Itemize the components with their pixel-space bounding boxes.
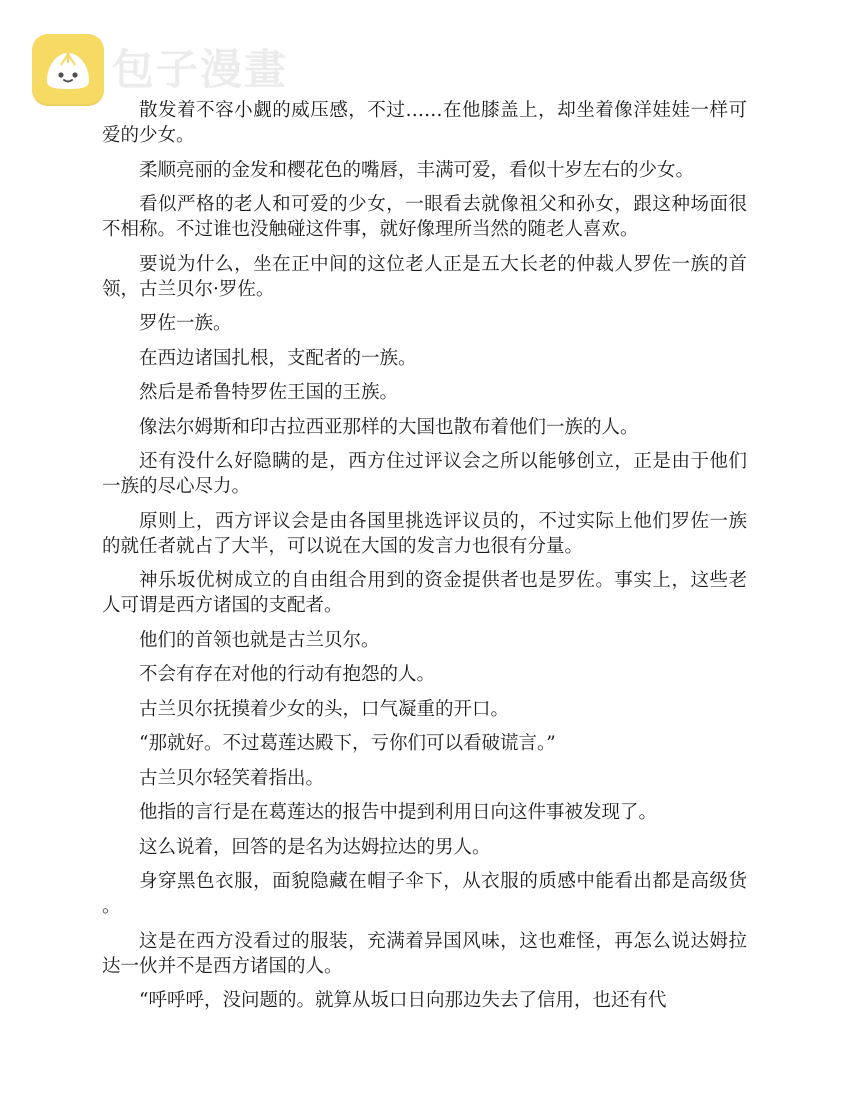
paragraph: 像法尔姆斯和印古拉西亚那样的大国也散布着他们一族的人。	[139, 416, 639, 438]
paragraph: 散发着不容小觑的威压感，不过……在他膝盖上，却坐着像洋娃娃一样可爱的少女。	[102, 100, 747, 146]
paragraph: 然后是希鲁特罗佐王国的王族。	[139, 382, 399, 403]
paragraph: 这是在西方没看过的服装，充满着异国风味，这也难怪，再怎么说达姆拉达一伙并不是西方诸国的人。	[102, 930, 747, 977]
paragraph: 这么说着，回答的是名为达姆拉达的男人。	[139, 836, 491, 858]
paragraph: 要说为什么，坐在正中间的这位老人正是五大长老的仲裁人罗佐一族的首领，古兰贝尔·罗佐。	[102, 253, 747, 300]
paragraph: 原则上，西方评议会是由各国里挑选评议员的，不过实际上他们罗佐一族的就任者就占了大半，可以说在大国的发言力也很有分量。	[102, 510, 747, 557]
paragraph: 古兰贝尔轻笑着指出。	[139, 767, 325, 789]
paragraph: 看似严格的老人和可爱的少女，一眼看去就像祖父和孙女，跟这种场面很不相称。不过谁也没触碰这件事，就好像理所当然的随老人喜欢。	[102, 194, 747, 240]
document-body	[102, 98, 747, 1023]
watermark-logo	[32, 34, 288, 106]
paragraph: “那就好。不过葛莲达殿下，亏你们可以看破谎言。”	[139, 733, 556, 754]
paragraph: 不会有存在对他的行动有抱怨的人。	[139, 664, 436, 685]
paragraph: 柔顺亮丽的金发和樱花色的嘴唇，丰满可爱，看似十岁左右的少女。	[139, 159, 695, 181]
paragraph: 身穿黑色衣服，面貌隐藏在帽子伞下，从衣服的质感中能看出都是高级货。	[102, 871, 747, 917]
paragraph: 还有没什么好隐瞒的是，西方住过评议会之所以能够创立，正是由于他们一族的尽心尽力。	[102, 451, 747, 497]
watermark-text: 包子漫畫	[112, 45, 289, 94]
paragraph: 神乐坂优树成立的自由组合用到的资金提供者也是罗佐。事实上，这些老人可谓是西方诸国的支配者。	[102, 570, 747, 616]
paragraph: 在西边诸国扎根，支配者的一族。	[139, 347, 417, 369]
paragraph: 他指的言行是在葛莲达的报告中提到利用日向这件事被发现了。	[139, 802, 658, 823]
paragraph: 古兰贝尔抚摸着少女的头，口气凝重的开口。	[139, 698, 510, 720]
paragraph: 罗佐一族。	[139, 313, 232, 334]
paragraph: “呼呼呼，没问题的。就算从坂口日向那边失去了信用，也还有代	[139, 990, 667, 1011]
bun-face-icon	[32, 34, 104, 106]
paragraph: 他们的首领也就是古兰贝尔。	[139, 629, 380, 651]
